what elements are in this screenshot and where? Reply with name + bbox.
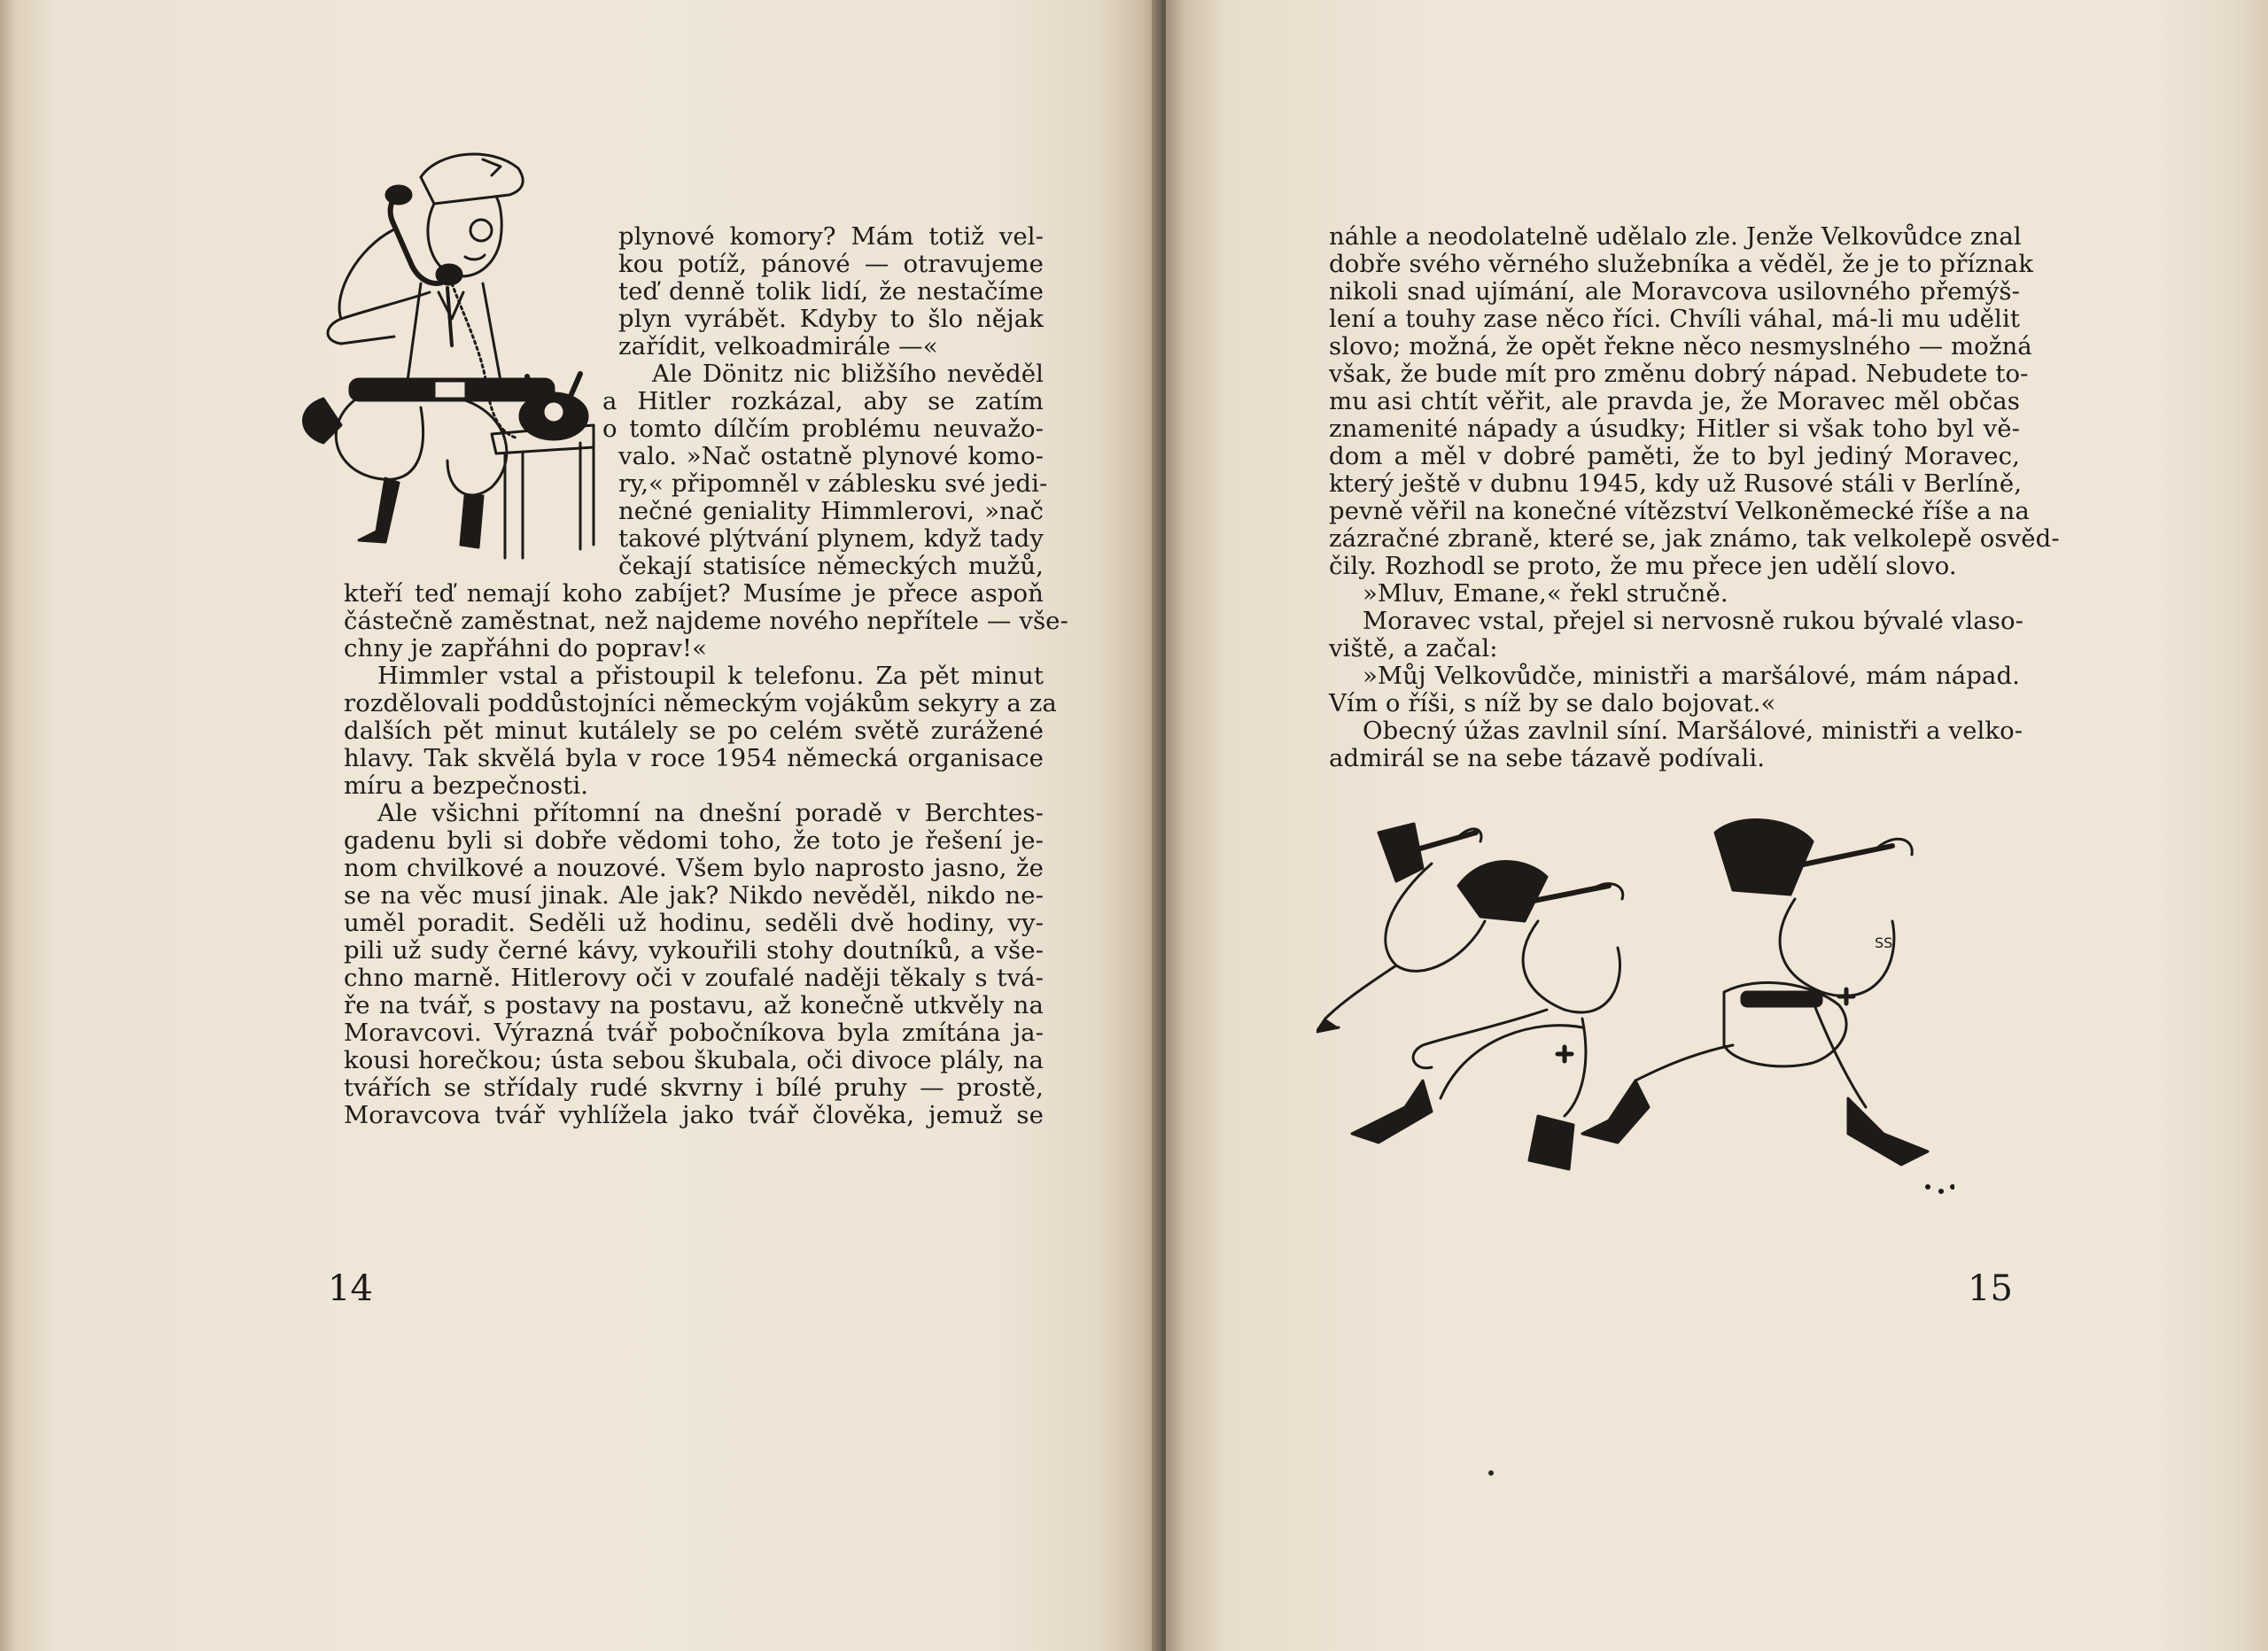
page-number-left: 14 — [328, 1268, 373, 1309]
text-line: chny je zapřáhni do poprav!« — [344, 634, 708, 663]
text-line: plyn vyrábět. Kdyby to šlo nějak — [618, 305, 1044, 333]
page-number-right: 15 — [1968, 1268, 2013, 1309]
text-line: mu asi chtít věřit, ale pravda je, že Moravec měl občas — [1329, 387, 2020, 415]
text-line: Ale všichni přítomní na dnešní poradě v Berchtes- — [377, 799, 1044, 827]
text-line: však, že bude mít pro změnu dobrý nápad. Nebudete to- — [1329, 360, 2029, 388]
text-line: valo. »Nač ostatně plynové komo- — [618, 442, 1044, 470]
text-line: znamenité nápady a úsudky; Hitler si však toho byl vě- — [1329, 415, 2020, 443]
text-line: uměl poradit. Seděli už hodinu, seděli dvě hodiny, vy- — [344, 909, 1044, 937]
running-soldiers-illustration — [1317, 815, 1954, 1205]
text-line: tvářích se střídaly rudé skvrny i bílé pruhy — prostě, — [344, 1074, 1044, 1102]
axe-blade-shape — [1379, 824, 1423, 881]
text-line: který ještě v dubnu 1945, kdy už Rusové stáli v Berlíně, — [1329, 469, 2023, 498]
ss-mark: SS — [1875, 934, 1893, 951]
text-line: dobře svého věrného služebníka a věděl, že je to příznak — [1329, 250, 2034, 278]
text-line: Moravcova tvář vyhlížela jako tvář člověka, jemuž se — [344, 1101, 1044, 1129]
text-line: a Hitler rozkázal, aby se zatím — [602, 387, 1044, 415]
text-line: náhle a neodolatelně udělalo zle. Jenže Velkovůdce znal — [1329, 222, 2022, 251]
text-line: dom a měl v dobré paměti, že to byl jediný Moravec, — [1329, 442, 2020, 470]
text-line: částečně zaměstnat, než najdeme nového nepřítele — vše- — [344, 607, 1068, 635]
text-line: se na věc musí jinak. Ale jak? Nikdo nevěděl, nikdo ne- — [344, 881, 1044, 910]
text-line: nikoli snad ujímání, ale Moravcova usilovného přemýš- — [1329, 277, 2020, 306]
text-line: chno marně. Hitlerovy oči v zoufalé naději těkaly s tvá- — [344, 964, 1044, 992]
text-line: ře na tvář, s postavy na postavu, až konečně utkvěly na — [344, 991, 1044, 1019]
paper-speck — [1488, 1470, 1494, 1476]
text-line: teď denně tolik lidí, že nestačíme — [618, 277, 1044, 306]
text-line: kousi horečkou; ústa sebou škubala, oči divoce plály, na — [344, 1046, 1044, 1074]
right-body-text — [1329, 222, 2060, 772]
text-line: zařídit, velkoadmirále —« — [618, 332, 938, 360]
right-page — [1166, 0, 2268, 1651]
text-line: kteří teď nemají koho zabíjet? Musíme je přece aspoň — [344, 579, 1044, 608]
text-line: »Mluv, Emane,« řekl stručně. — [1363, 579, 1728, 608]
text-line: Himmler vstal a přistoupil k telefonu. Za pět minut — [377, 662, 1044, 690]
text-line: nečné geniality Himmlerovi, »nač — [618, 497, 1044, 525]
text-line: Obecný úžas zavlnil síní. Maršálové, ministři a velko- — [1363, 717, 2023, 745]
officer-telephone-illustration — [288, 142, 607, 585]
text-line: rozdělovali poddůstojníci německým vojákům sekyry a za — [344, 689, 1057, 717]
text-line: admirál se na sebe tázavě podívali. — [1329, 744, 1766, 772]
ss-mark: SS — [1507, 899, 1526, 916]
text-line: takové plýtvání plynem, když tady — [618, 524, 1044, 553]
text-line: lení a touhy zase něco říci. Chvíli váhal, má-li mu udělit — [1329, 305, 2020, 333]
text-line: o tomto dílčím problému neuvažo- — [602, 415, 1044, 443]
officer-cap-shape — [421, 154, 523, 204]
text-line: pili už sudy černé kávy, vykouřili stohy doutníků, a vše- — [344, 936, 1044, 965]
text-line: dalších pět minut kutálely se po celém světě zurážené — [344, 717, 1044, 745]
text-line: kou potíž, pánové — otravujeme — [618, 250, 1044, 278]
text-line: »Můj Velkovůdče, ministři a maršálové, mám nápad. — [1363, 662, 2020, 690]
text-line: pevně věřil na konečné vítězství Velkoněmecké říše a na — [1329, 497, 2030, 525]
text-line: zázračné zbraně, které se, jak známo, tak velkolepě osvěd- — [1329, 524, 2060, 553]
text-line: nom chvilkové a nouzové. Všem bylo naprosto jasno, že — [344, 854, 1044, 882]
text-line: slovo; možná, že opět řekne něco nesmyslného — možná — [1329, 332, 2032, 360]
left-wrapped-text — [602, 222, 1048, 580]
text-line: ry,« připomněl v záblesku své jedi- — [618, 469, 1048, 498]
text-line: viště, a začal: — [1329, 634, 1498, 663]
text-line: hlavy. Tak skvělá byla v roce 1954 německá organisace — [344, 744, 1044, 772]
monocle-shape — [470, 220, 492, 241]
text-line: Moravec vstal, přejel si nervosně rukou bývalé vlaso- — [1363, 607, 2024, 635]
text-line: míru a bezpečnosti. — [344, 771, 589, 800]
text-line: čily. Rozhodl se proto, že mu přece jen udělí slovo. — [1329, 552, 1957, 580]
text-line: čekají statisíce německých mužů, — [618, 552, 1044, 580]
text-line: plynové komory? Mám totiž vel- — [618, 222, 1044, 251]
text-line: Moravcovi. Výrazná tvář pobočníkova byla zmítána ja- — [344, 1019, 1044, 1047]
text-line: Ale Dönitz nic bližšího nevěděl — [652, 360, 1044, 388]
text-line: Vím o říši, s níž by se dalo bojovat.« — [1329, 689, 1776, 717]
text-line: gadenu byli si dobře vědomi toho, že toto je řešení je- — [344, 826, 1044, 855]
left-body-text — [344, 579, 1068, 1129]
